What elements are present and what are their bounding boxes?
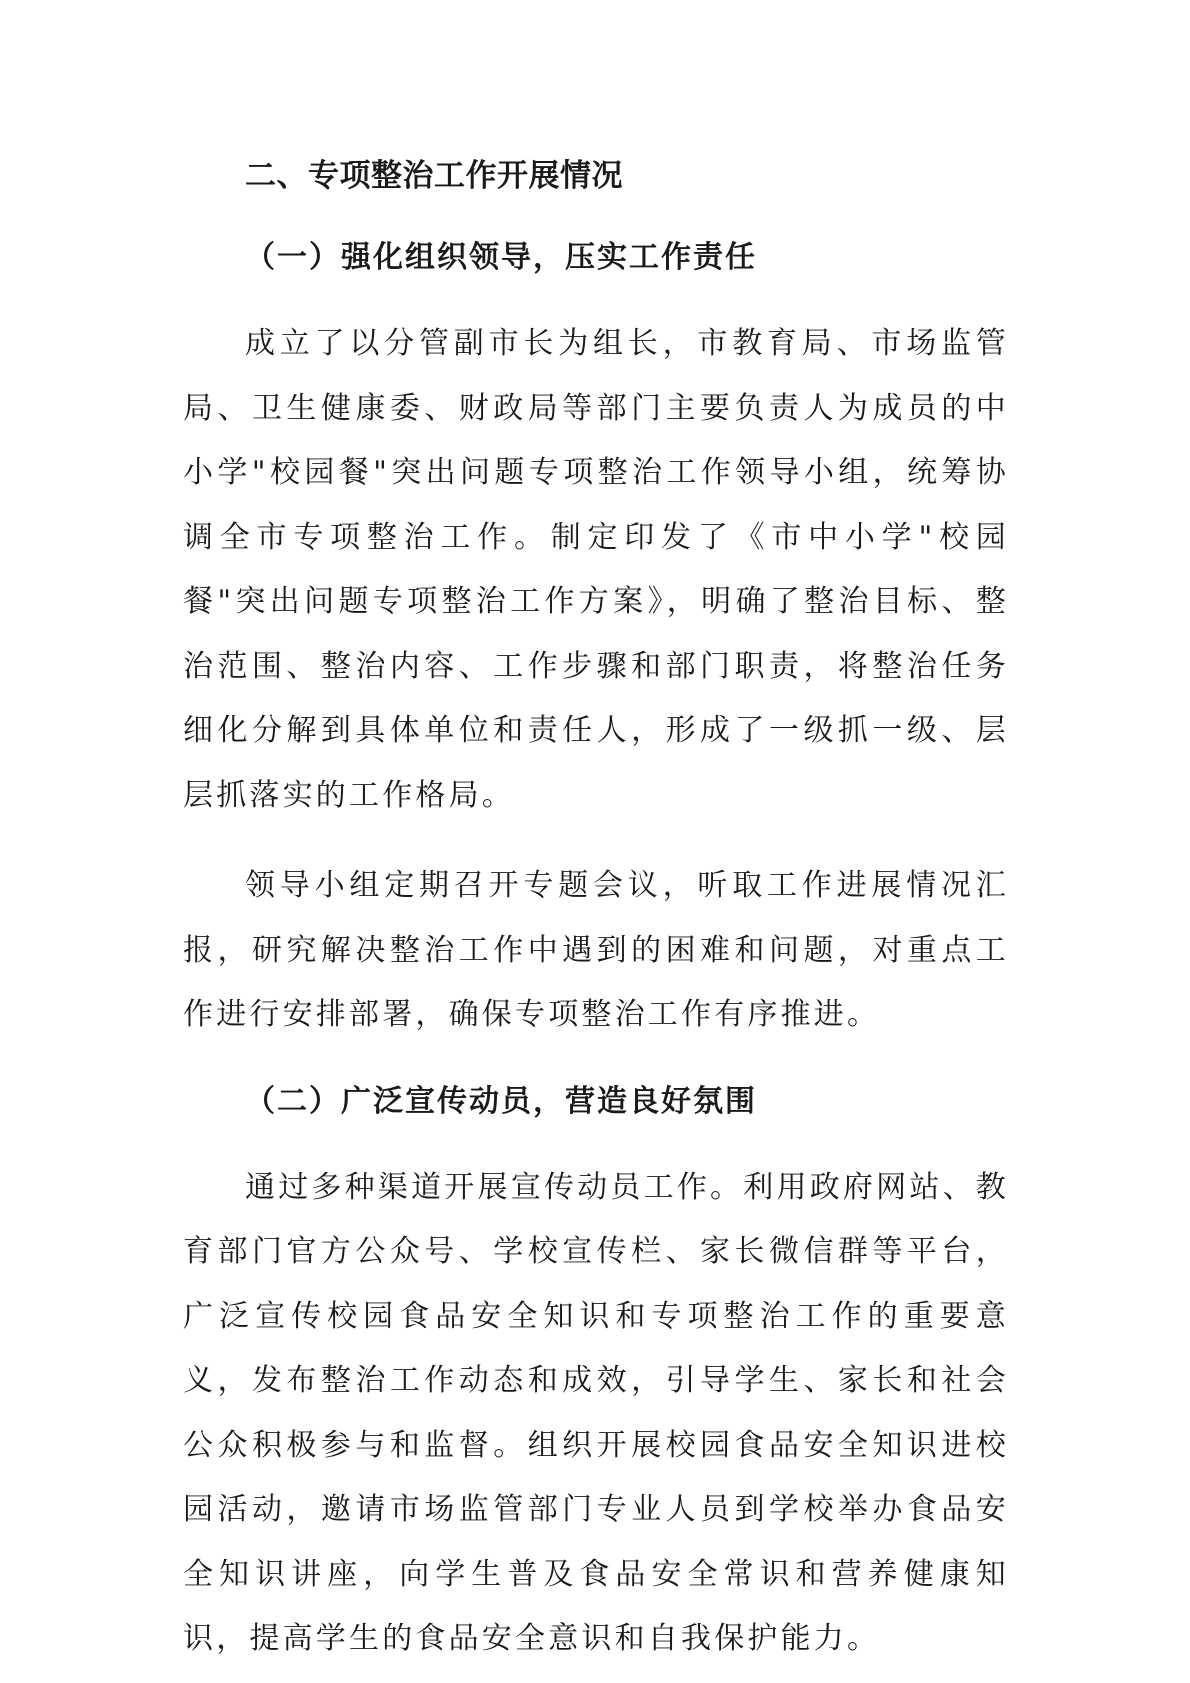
paragraph-3: 通过多种渠道开展宣传动员工作。利用政府网站、教育部门官方公众号、学校宣传栏、家长微信群等平台，广泛宣传校园食品安全知识和专项整治工作的重要意义，发布整治工作动态和成效，引导学生、家长和社会公众积极参与和监督。组织开展校园食品安全知识进校园活动，邀请市场监管部门专业人员到学校举办食品安全知识讲座，向学生普及食品安全常识和营养健康知识，提高学生的食品安全意识和自我保护能力。 <box>183 1169 1009 1656</box>
section-heading: 二、专项整治工作开展情况 <box>245 158 623 194</box>
subsection-heading-1: （一）强化组织领导，压实工作责任 <box>245 240 757 275</box>
paragraph-1: 成立了以分管副市长为组长，市教育局、市场监管局、卫生健康委、财政局等部门主要负责人为成员的中小学"校园餐"突出问题专项整治工作领导小组，统筹协调全市专项整治工作。制定印发了《市中小学"校园餐"突出问题专项整治工作方案》，明确了整治目标、整治范围、整治内容、工作步骤和部门职责，将整治任务细化分解到具体单位和责任人，形成了一级抓一级、层层抓落实的工作格局。 <box>183 326 1009 813</box>
paragraph-2: 领导小组定期召开专题会议，听取工作进展情况汇报，研究解决整治工作中遇到的困难和问题，对重点工作进行安排部署，确保专项整治工作有序推进。 <box>183 868 1009 1032</box>
document-body <box>183 148 1009 1672</box>
subsection-heading-2: （二）广泛宣传动员，营造良好氛围 <box>245 1083 757 1119</box>
